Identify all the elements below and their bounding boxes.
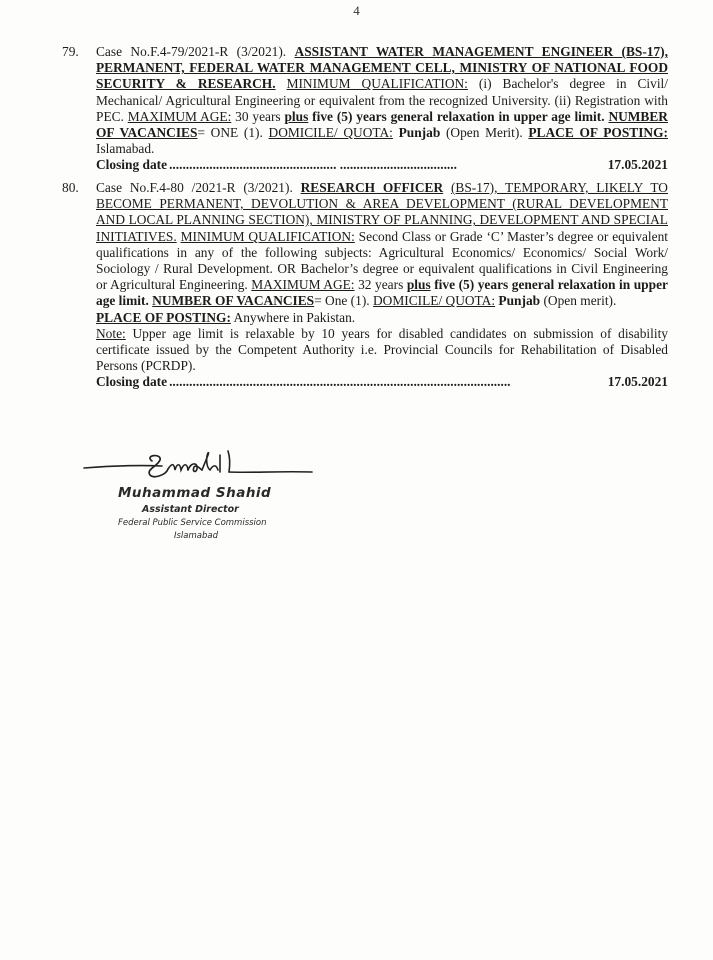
case-entry-80 — [62, 180, 668, 391]
post-title: ASSISTANT WATER MANAGEMENT ENGINEER (BS-17), PERMANENT, FEDERAL WATER MANAGEMENT CELL, MINISTRY OF NATIONAL FOOD SECURITY & RESEARCH. — [96, 44, 668, 92]
closing-date: 17.05.2021 — [607, 157, 668, 173]
domicile-note: (Open Merit). — [445, 125, 523, 141]
posting-label: PLACE OF POSTING: — [96, 309, 231, 325]
min-qualification-label: MINIMUM QUALIFICATION: — [180, 228, 355, 244]
vacancies-label: NUMBER OF VACANCIES — [96, 108, 668, 141]
handwritten-signature — [80, 445, 340, 485]
max-age-text: 32 years — [358, 277, 404, 293]
post-title-rest: (BS-17), TEMPORARY, LIKELY TO BECOME PERMANENT, DEVOLUTION & AREA DEVELOPMENT (RURAL DEVELOPMENT AND LOCAL PLANNING SECTION), MINISTRY OF PLANNING, DEVELOPMENT AND SPECIAL INITIATIVES. — [96, 180, 668, 244]
page-number: 4 — [353, 3, 360, 18]
vacancies-text: = ONE (1). — [197, 125, 263, 141]
relaxation-text: five (5) years general relaxation in upper age limit. — [312, 108, 605, 124]
signatory-city: Islamabad — [174, 531, 218, 541]
max-age-label: MAXIMUM AGE: — [251, 277, 355, 293]
signature-block — [80, 445, 340, 565]
closing-date: 17.05.2021 — [607, 374, 668, 390]
domicile-label: DOMICILE/ QUOTA: — [268, 125, 393, 141]
plus-word: plus — [284, 108, 309, 124]
case-number: 80. — [62, 180, 79, 195]
vacancies-label: NUMBER OF VACANCIES — [152, 293, 315, 309]
case-entry-79 — [62, 44, 669, 174]
signatory-organization: Federal Public Service Commission — [118, 518, 267, 528]
plus-word: plus — [406, 277, 431, 293]
closing-date-line — [96, 157, 668, 173]
min-qualification-text: (i) Bachelor's degree in Civil/ Mechanical/ Agricultural Engineering or equivalent from the recognized University. (ii) Registration with PEC. — [96, 76, 669, 124]
post-title-bold: RESEARCH OFFICER — [300, 180, 444, 195]
closing-date-line — [96, 374, 668, 390]
domicile-note: (Open merit). — [543, 293, 617, 309]
case-reference: Case No.F.4-80 /2021-R (3/2021). — [96, 180, 293, 195]
max-age-label: MAXIMUM AGE: — [127, 108, 232, 124]
max-age-text: 30 years — [235, 108, 281, 124]
signatory-name: Muhammad Shahid — [118, 485, 272, 501]
posting-label: PLACE OF POSTING: — [528, 125, 668, 141]
closing-label: Closing date — [96, 374, 168, 390]
signatory-title: Assistant Director — [142, 504, 239, 515]
closing-dots: ...................................................................................................... — [169, 374, 511, 390]
closing-label: Closing date — [96, 157, 168, 173]
case-body — [96, 180, 668, 374]
vacancies-text: = One (1). — [314, 293, 370, 309]
case-body — [96, 44, 668, 157]
note-text: Upper age limit is relaxable by 10 years for disabled candidates on submission of disability certificate issued by the Competent Authority i.e. Provincial Councils for Rehabilitation of Disabled Persons (PCRDP). — [96, 325, 668, 374]
posting-value: Anywhere in Pakistan. — [233, 309, 356, 325]
posting-value: Islamabad. — [96, 141, 155, 157]
domicile-value: Punjab — [398, 125, 441, 141]
closing-dots: .................................................. ................................... — [169, 157, 457, 173]
domicile-value: Punjab — [498, 293, 541, 309]
min-qualification-label: MINIMUM QUALIFICATION: — [286, 76, 468, 92]
relaxation-text: five (5) years general relaxation in upper age limit. — [96, 277, 668, 309]
case-reference: Case No.F.4-79/2021-R (3/2021). — [96, 44, 287, 59]
case-number: 79. — [62, 44, 79, 59]
min-qualification-text: Second Class or Grade ‘C’ Master’s degree or equivalent qualifications in any of the following subjects: Agricultural Economics/ Economics/ Social Work/ Sociology / Rural Development. OR Bachelor’s degree or equivalent qualifications in Civil Engineering or Agricultural Engineering. — [96, 228, 668, 293]
domicile-label: DOMICILE/ QUOTA: — [373, 293, 496, 309]
note-label: Note: — [96, 325, 126, 341]
